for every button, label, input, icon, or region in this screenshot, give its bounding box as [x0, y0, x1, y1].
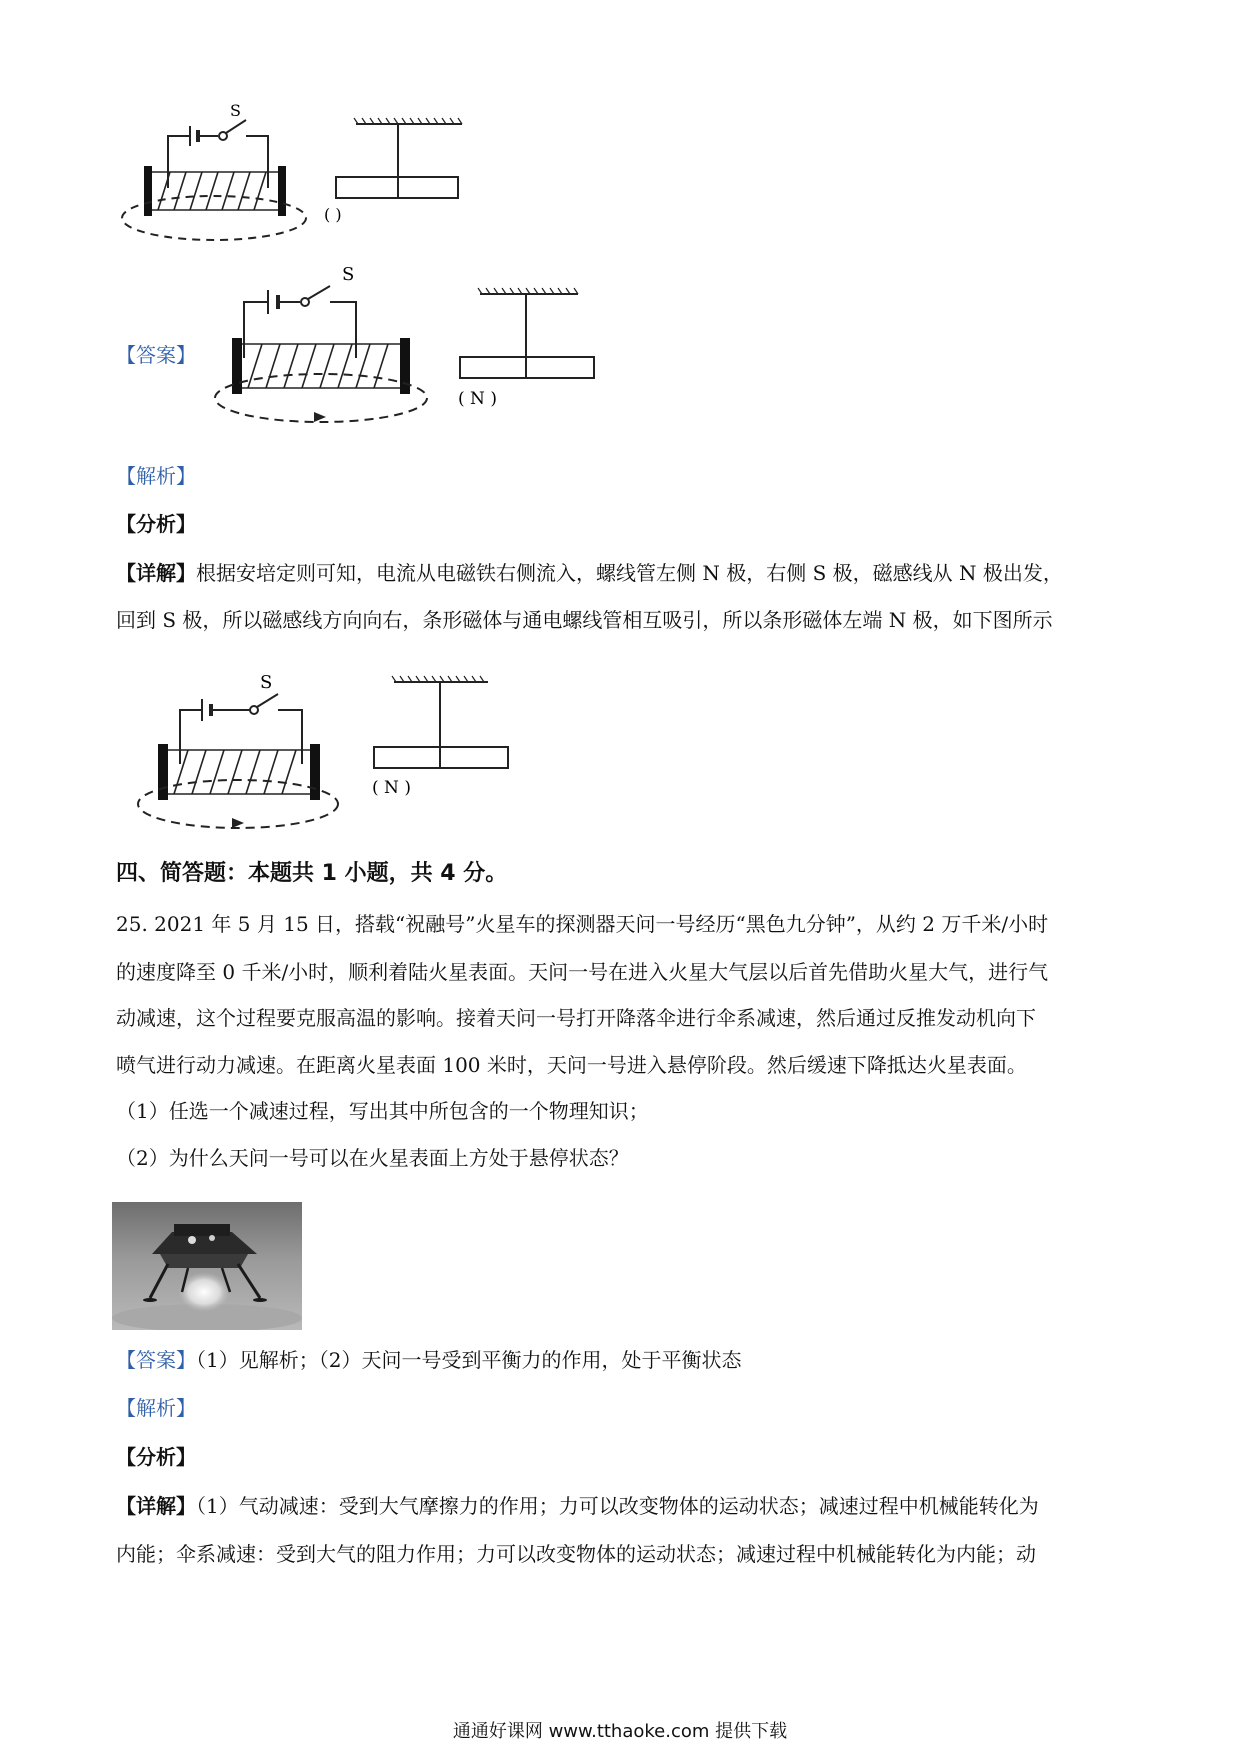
- detail-tag: 【详解】: [116, 1494, 196, 1518]
- section-heading: 四、简答题：本题共 1 小题，共 4 分。: [116, 861, 508, 886]
- bar-magnet-label: ( N ): [372, 778, 411, 798]
- question-25-line-2: 的速度降至 0 千米/小时，顺利着陆火星表面。天问一号在进入火星大气层以后首先借助火星大气，进行气: [116, 960, 1049, 984]
- detail-line-2: 回到 S 极，所以磁感线方向向右，条形磁体与通电螺线管相互吸引，所以条形磁体左端 N 极，如下图所示: [116, 608, 1053, 632]
- jiexi-tag: 【解析】: [116, 1396, 196, 1420]
- answer-2-line: 【答案】（1）见解析；（2）天问一号受到平衡力的作用，处于平衡状态: [116, 1348, 742, 1372]
- question-25-sub-2: （2）为什么天问一号可以在火星表面上方处于悬停状态？: [116, 1146, 629, 1170]
- question-25-line-1: 25. 2021 年 5 月 15 日，搭载“祝融号”火星车的探测器天问一号经历“黑色九分钟”，从约 2 万千米/小时: [116, 912, 1049, 936]
- answer-tag: 【答案】: [116, 343, 196, 367]
- fenxi-tag: 【分析】: [116, 1445, 196, 1469]
- question-25-line-4: 喷气进行动力减速。在距离火星表面 100 米时，天问一号进入悬停阶段。然后缓速下降抵达火星表面。: [116, 1053, 1027, 1077]
- page-footer: 通通好课网 www.tthaoke.com 提供下载: [452, 1721, 788, 1742]
- detail-tag: 【详解】: [116, 561, 196, 585]
- bar-magnet-label: ( N ): [458, 389, 497, 409]
- jiexi-tag: 【解析】: [116, 464, 196, 488]
- mars-lander-photo: [112, 1202, 302, 1330]
- switch-label: S: [230, 101, 241, 120]
- switch-label: S: [260, 672, 273, 693]
- electromagnet-diagram-question: [118, 100, 478, 250]
- answer-tag: 【答案】: [116, 1348, 196, 1372]
- question-25-line-3: 动减速，这个过程要克服高温的影响。接着天问一号打开降落伞进行伞系减速，然后通过反推发动机向下: [116, 1006, 1036, 1030]
- question-25-sub-1: （1）任选一个减速过程，写出其中所包含的一个物理知识；: [116, 1099, 649, 1123]
- fenxi-tag: 【分析】: [116, 512, 196, 536]
- detail-2-line-2: 内能；伞系减速：受到大气的阻力作用；力可以改变物体的运动状态；减速过程中机械能转化为内能；动: [116, 1542, 1036, 1566]
- bar-magnet-label: ( ): [324, 205, 342, 224]
- detail-2-line-1: 【详解】（1）气动减速：受到大气摩擦力的作用；力可以改变物体的运动状态；减速过程中机械能转化为: [116, 1494, 1039, 1518]
- electromagnet-diagram-detail: [122, 668, 522, 828]
- electromagnet-diagram-answer: [206, 258, 606, 428]
- detail-line-1: 【详解】根据安培定则可知，电流从电磁铁右侧流入，螺线管左侧 N 极，右侧 S 极，磁感线从 N 极出发，: [116, 561, 1063, 585]
- switch-label: S: [342, 264, 355, 285]
